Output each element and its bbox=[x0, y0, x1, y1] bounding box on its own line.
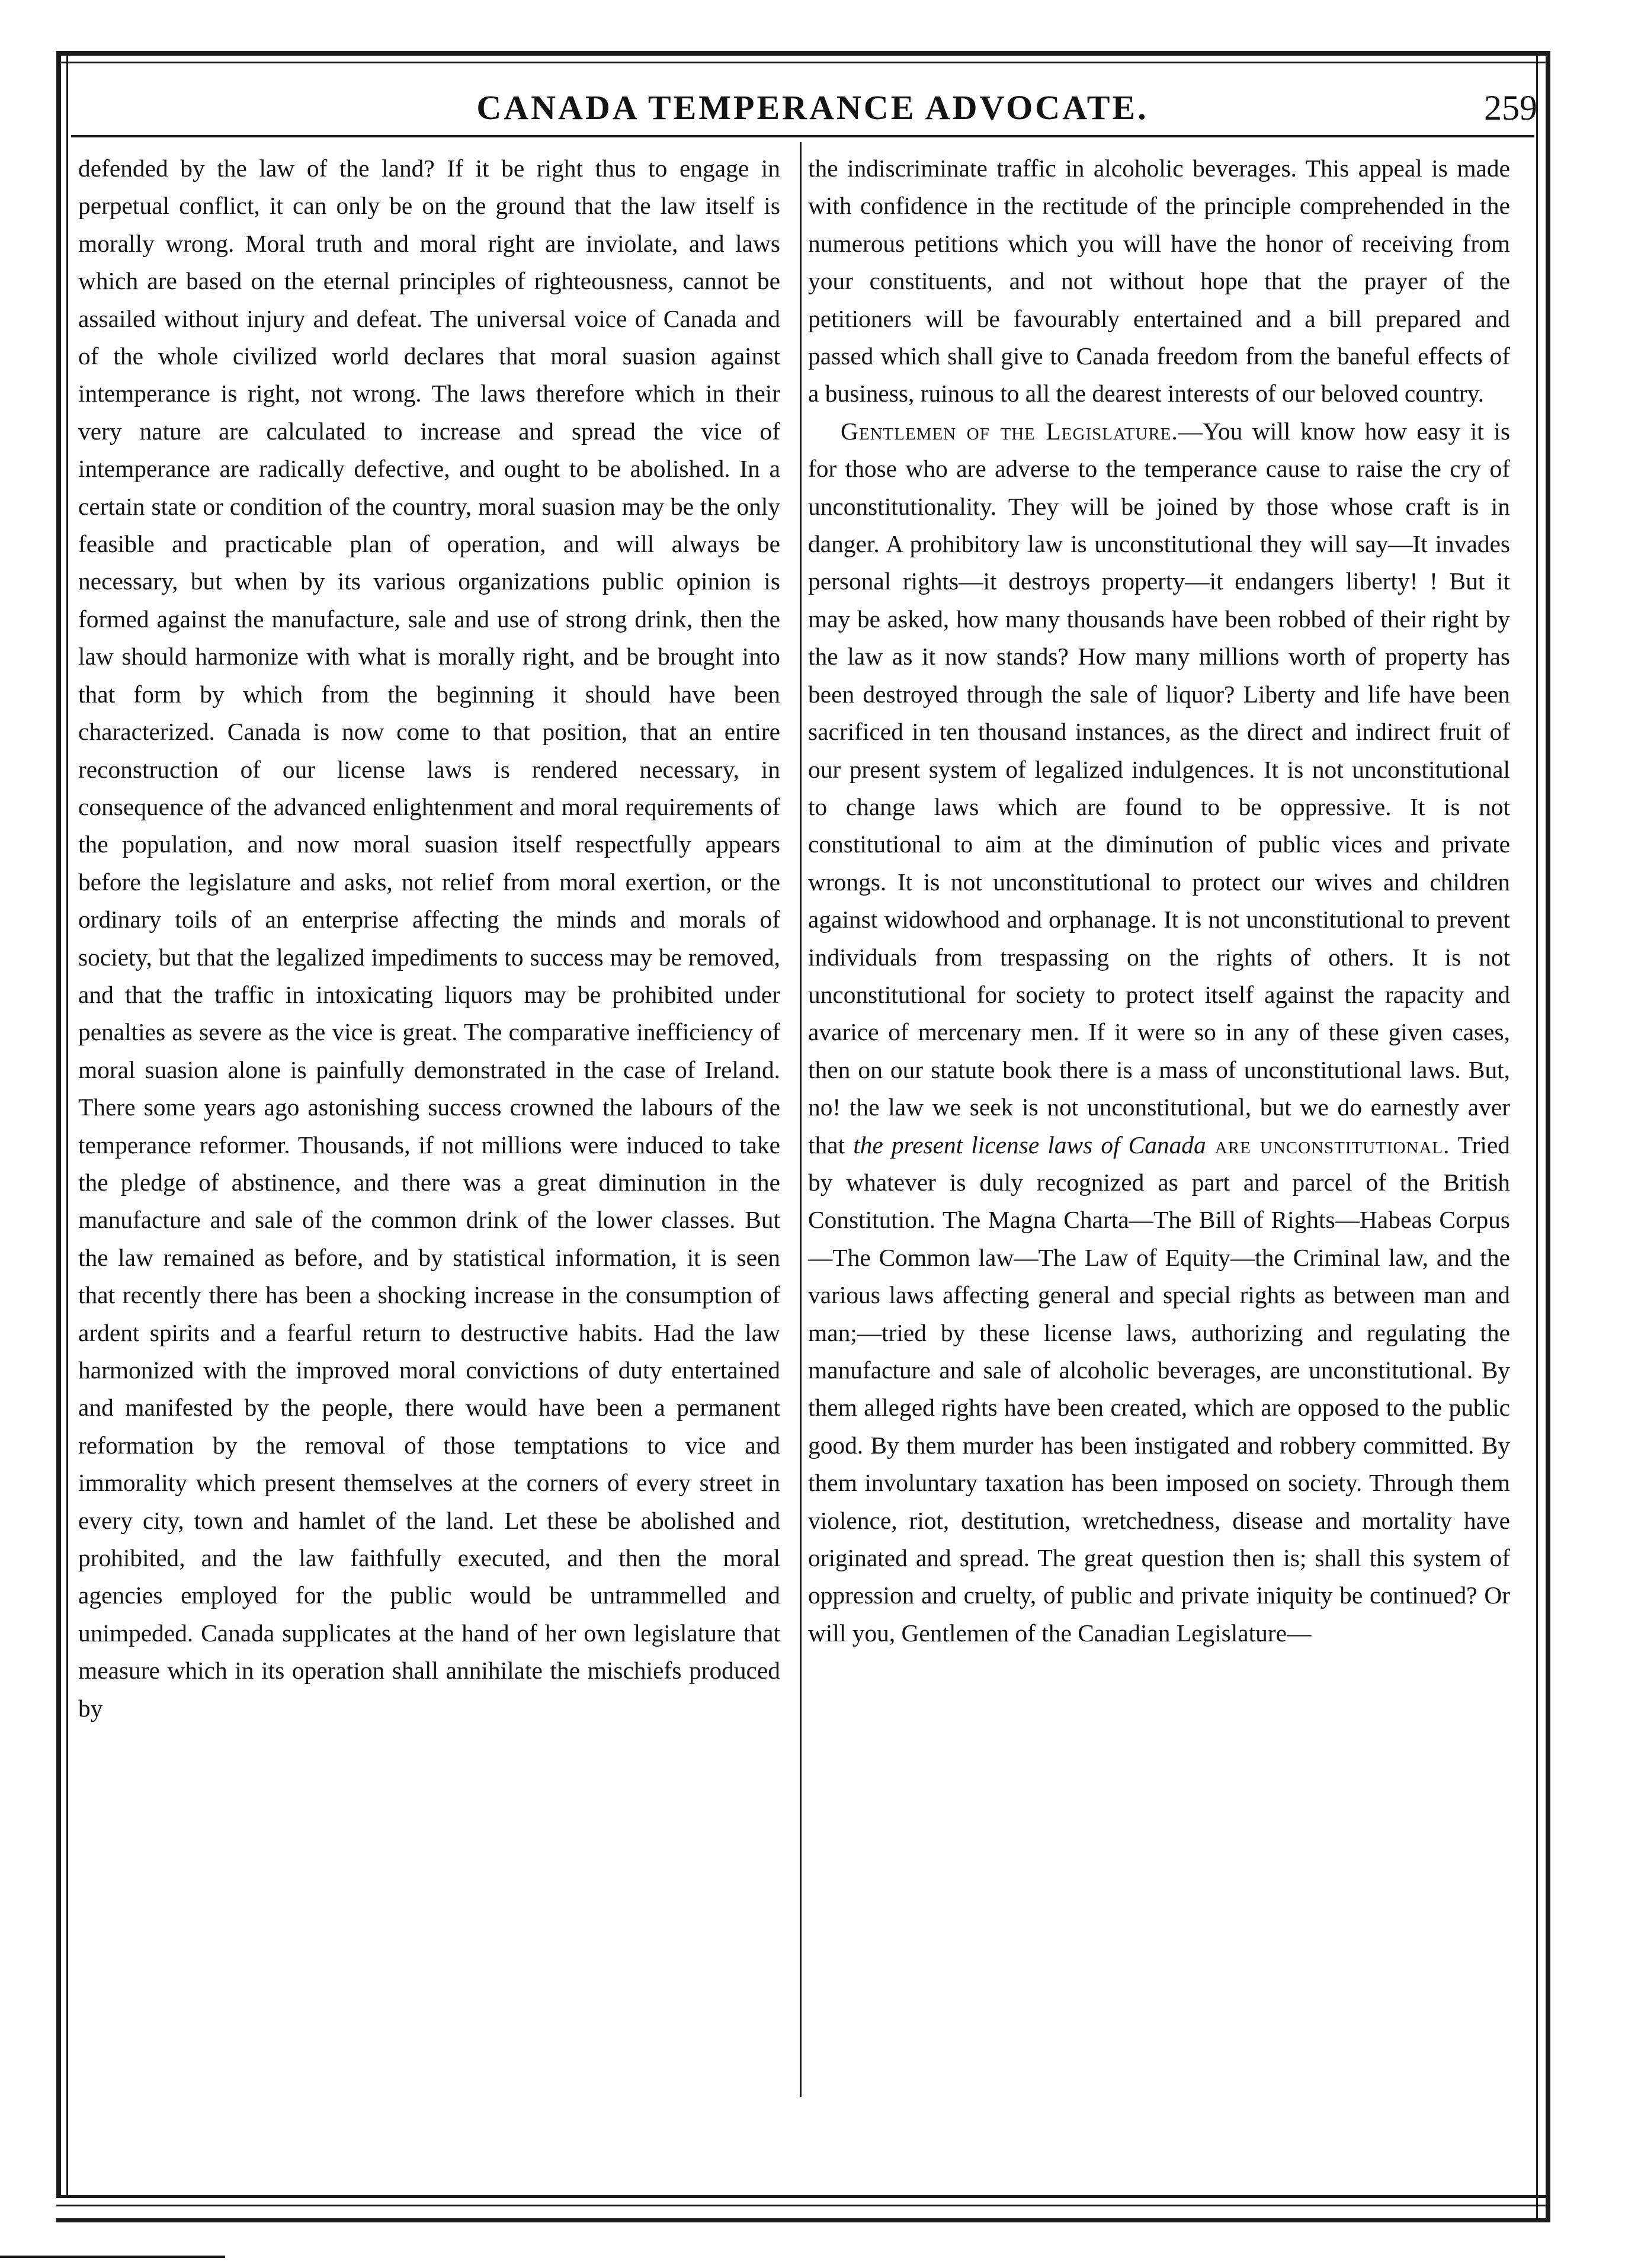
page-number: 259 bbox=[1484, 88, 1537, 127]
top-border-rule bbox=[56, 51, 1550, 56]
right-border-rule-thin bbox=[1536, 51, 1538, 2222]
bottom-border-rule-outer bbox=[56, 2218, 1550, 2222]
right-paragraph-1: the indiscriminate traffic in alcoholic beverages. This appeal is made with confidence in the rectitude of the principle comprehended in the numerous petitions which you will have the honor of receiving from your constituents, and not without hope that the prayer of the petitioners will be favourably entertained and a bill prepared and passed which shall give to Canada freedom from the baneful effects of a business, ruinous to all the dearest interests of our beloved country. bbox=[808, 155, 1510, 408]
running-title: CANADA TEMPERANCE ADVOCATE. bbox=[476, 88, 1149, 127]
bottom-border-rule bbox=[56, 2195, 1550, 2198]
smallcaps-text: are unconstitutional. bbox=[1206, 1131, 1450, 1159]
bottom-border-rule-thin bbox=[56, 2205, 1550, 2206]
paragraph-text-continued: Tried by whatever is duly recognized as part and parcel of the British Constitution. The Magna Charta—The Bill of Rights—Habeas Corpus—The Common law—The Law of Equity—the Criminal law, and the various laws affecting general and special rights as between man and man;—tried by these license laws, authorizing and regulating the manufacture and sale of alcoholic beverages, are unconstitutional. By them alleged rights have been created, which are opposed to the public good. By them murder has been instigated and robbery committed. By them involuntary taxation has been imposed on society. Through them violence, riot, destitution, wretchedness, disease and mortality have originated and spread. The great question then is; shall this system of oppression and cruelty, of public and private iniquity be continued? Or will you, Gentlemen of the Canadian Legislature— bbox=[808, 1131, 1510, 1647]
left-paragraph: defended by the law of the land? If it be right thus to engage in perpetual conflict, it can only be on the ground that the law itself is morally wrong. Moral truth and moral right are inviolate, and laws which are based on the eternal principles of righteousness, cannot be assailed without injury and defeat. The universal voice of Canada and of the whole civilized world declares that moral suasion against intemperance is right, not wrong. The laws therefore which in their very nature are calculated to increase and spread the vice of intemperance are radically defective, and ought to be abolished. In a certain state or condition of the country, moral suasion may be the only feasible and practicable plan of operation, and will always be necessary, but when by its various organizations public opinion is formed against the manufacture, sale and use of strong drink, then the law should harmonize with what is morally right, and be brought into that form by which from the beginning it should have been characterized. Canada is now come to that position, that an entire reconstruction of our license laws is rendered necessary, in consequence of the advanced enlightenment and moral requirements of the population, and now moral suasion itself respectfully appears before the legislature and asks, not relief from moral exertion, or the ordinary toils of an enterprise affecting the minds and morals of society, but that the legalized impediments to success may be removed, and that the traffic in intoxicating liquors may be prohibited under penalties as severe as the vice is great. The comparative inefficiency of moral suasion alone is painfully demonstrated in the case of Ireland. There some years ago astonishing success crowned the labours of the temperance reformer. Thousands, if not millions were induced to take the pledge of abstinence, and there was a great diminution in the manufacture and sale of the common drink of the lower classes. But the law remained as before, and by statistical information, it is seen that recently there has been a shocking increase in the consumption of ardent spirits and a fearful return to destructive habits. Had the law harmonized with the improved moral convictions of duty entertained and manifested by the people, there would have been a permanent reformation by the removal of those temptations to vice and immorality which present themselves at the corners of every street in every city, town and hamlet of the land. Let these be abolished and prohibited, and the law faithfully executed, and then the moral agencies employed for the public would be untrammelled and unimpeded. Canada supplicates at the hand of her own legislature that measure which in its operation shall annihilate the mischiefs produced by bbox=[78, 155, 780, 1722]
section-heading: Gentlemen of the Legislature. bbox=[841, 417, 1178, 445]
left-border-rule bbox=[56, 51, 61, 2195]
left-column bbox=[78, 150, 780, 1727]
right-paragraph-2 bbox=[808, 413, 1510, 1652]
scan-edge-mark bbox=[0, 2256, 225, 2258]
emphasis-text: the present license laws of Canada bbox=[853, 1131, 1206, 1159]
right-column bbox=[808, 150, 1510, 1652]
page-header bbox=[0, 84, 1625, 131]
right-border-rule bbox=[1546, 51, 1550, 2222]
top-border-rule-thin bbox=[56, 62, 1550, 63]
column-divider bbox=[800, 142, 802, 2097]
left-border-rule-thin bbox=[66, 51, 68, 2195]
paragraph-text: —You will know how easy it is for those who are adverse to the temperance cause to raise the cry of unconstitutionality. They will be joined by those whose craft is in danger. A prohibitory law is unconstitutional they will say—It invades personal rights—it destroys property—it endangers liberty! ! But it may be asked, how many thousands have been robbed of their right by the law as it now stands? How many millions worth of property has been destroyed through the sale of liquor? Liberty and life have been sacrificed in ten thousand instances, as the direct and indirect fruit of our present system of legalized indulgences. It is not unconstitutional to change laws which are found to be oppressive. It is not constitutional to aim at the diminution of public vices and private wrongs. It is not unconstitutional to protect our wives and children against widowhood and orphanage. It is not unconstitutional to prevent individuals from trespassing on the rights of others. It is not unconstitutional for society to protect itself against the rapacity and avarice of mercenary men. If it were so in any of these given cases, then on our statute book there is a mass of unconstitutional laws. But, no! the law we seek is not unconstitutional, but we do earnestly aver that bbox=[808, 417, 1510, 1159]
header-rule bbox=[71, 135, 1534, 137]
